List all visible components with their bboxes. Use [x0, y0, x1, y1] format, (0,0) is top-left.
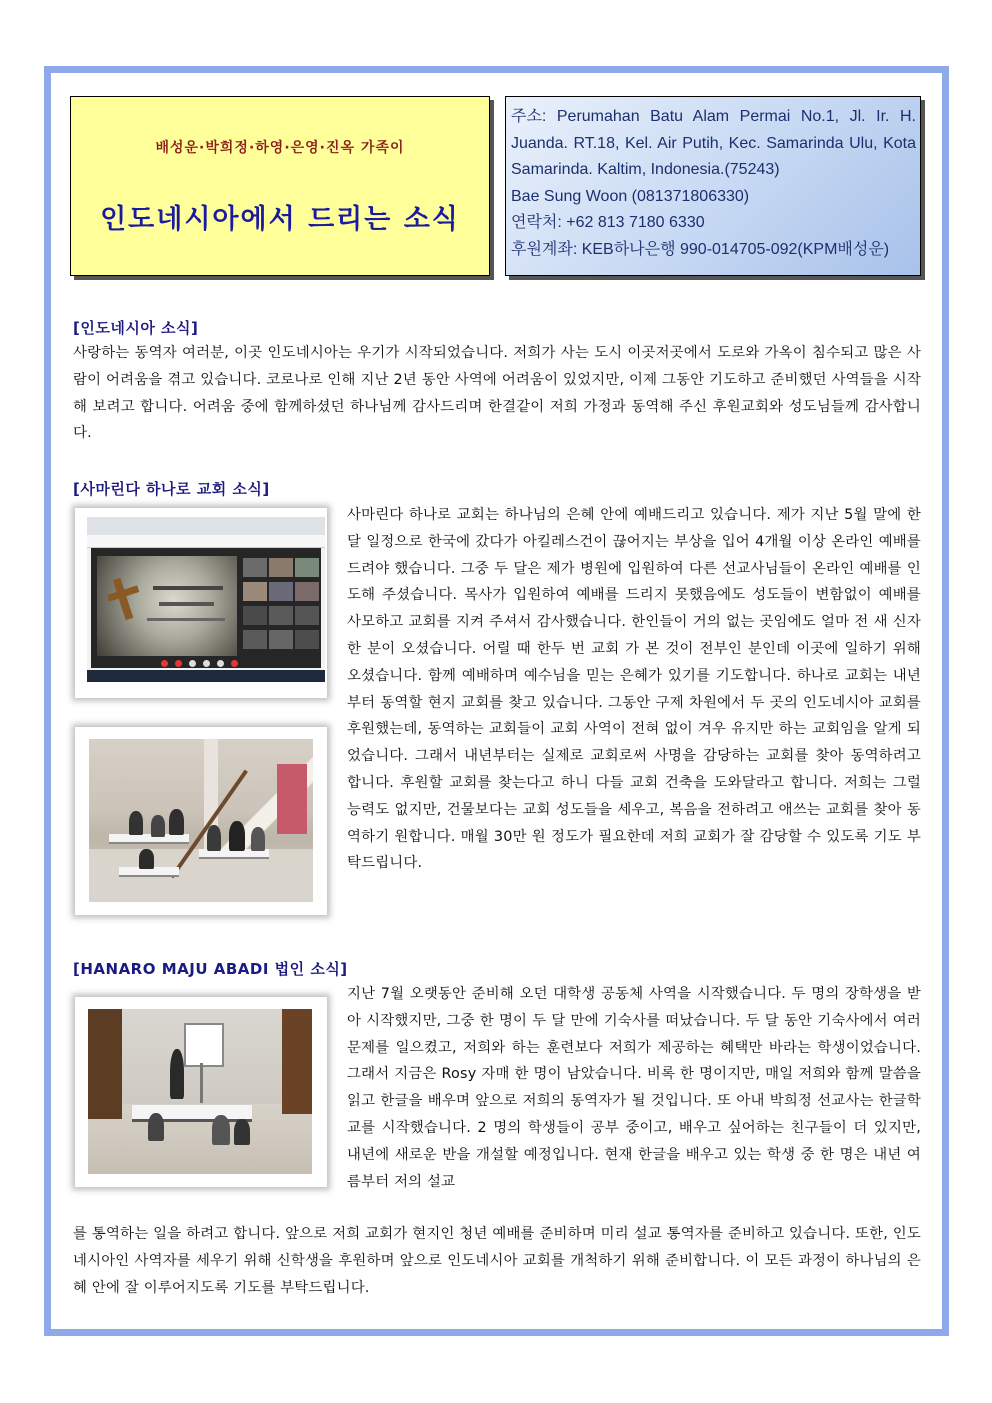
family-line: 배성운·박희정·하영·은영·진옥 가족이 [155, 140, 405, 156]
student-training-photo [75, 997, 327, 1187]
contact-phone-text: 연락처: +62 813 7180 6330 [511, 214, 705, 231]
contact-box [505, 96, 921, 276]
section-heading-hanaro: [HANARO MAJU ABADI 법인 소식] [73, 960, 348, 978]
online-worship-photo [75, 508, 327, 698]
section-heading-church: [사마린다 하나로 교회 소식] [73, 480, 270, 498]
section-body-church: 사마린다 하나로 교회는 하나님의 은혜 안에 예배드리고 있습니다. 제가 지난 5월 말에 한 달 일정으로 한국에 갔다가 아킬레스건이 끊어지는 부상을 입어 4개월 이상 온라인 예배를 드려야 했습니다. 그중 두 달은 제가 병원에 입원하여 다른 선교사님들이 온라인 예배를 인도해 주셨습니다. 목사가 입원하여 예배를 드리지 못했음에도 성도들이 변함없이 예배를 사모하고 교회를 지켜 주셔서 감사했습니다. 한인들이 거의 없는 곳임에도 얼마 전 새 신자 한 분이 오셨습니다. 어릴 때 한두 번 교회 가 본 것이 전부인 분인데 이곳에 일하기 위해 오셨습니다. 함께 예배하며 예수님을 믿는 은혜가 있기를 기도합니다. 하나로 교회는 내년부터 동역할 현지 교회를 찾고 있습니다. 그동안 구제 차원에서 두 곳의 인도네시아 교회를 후원했는데, 동역하는 교회들이 교회 사역이 전혀 없이 겨우 유지만 하는 교회임을 알게 되었습니다. 그래서 내년부터는 실제로 교회로써 사명을 감당하는 교회를 찾아 동역하려고 합니다. 후원할 교회를 찾는다고 하니 다들 교회 건축을 도와달라고 합니다. 저희는 그럴 능력도 없지만, 건물보다는 교회 성도들을 세우고, 복음을 전하려고 애쓰는 교회를 찾아 동역하기 원합니다. 매월 30만 원 정도가 필요한데 저희 교회가 잘 감당할 수 있도록 기도 부탁드립니다. [347, 507, 921, 872]
section-heading-indonesia: [인도네시아 소식] [73, 319, 199, 337]
section-body-hanaro-full: 를 통역하는 일을 하려고 합니다. 앞으로 저희 교회가 현지인 청년 예배를 준비하며 미리 설교 통역자를 준비하고 있습니다. 또한, 인도네시아인 사역자를 세우기 위해 신학생을 후원하며 앞으로 인도네시아 교회를 개척하기 위해 준비합니다. 이 모든 과정이 하나님의 은혜 안에 잘 이루어지도록 기도를 부탁드립니다. [73, 1226, 921, 1296]
name-phone-text: Bae Sung Woon (081371806330) [511, 187, 750, 205]
section-body-indonesia: 사랑하는 동역자 여러분, 이곳 인도네시아는 우기가 시작되었습니다. 저희가 사는 도시 이곳저곳에서 도로와 가옥이 침수되고 많은 사람이 어려움을 겪고 있습니다. 코로나로 인해 지난 2년 동안 사역에 어려움이 있었지만, 이제 그동안 기도하고 준비했던 사역들을 시작해 보려고 합니다. 어려움 중에 함께하셨던 하나님께 감사드리며 한결같이 저희 가정과 동역해 주신 후원교회와 성도님들께 감사합니다. [73, 345, 921, 442]
address-text: 주소: Perumahan Batu Alam Permai No.1, Jl. Ir. H. Juanda. RT.18, Kel. Air Putih, Kec. Samarinda Ulu, Kota Samarinda. Kaltim, Indonesia.(75243) [511, 108, 916, 178]
church-gathering-photo [75, 727, 327, 915]
newsletter-title-box [70, 96, 490, 276]
section-body-hanaro-beside-photo: 지난 7월 오랫동안 준비해 오던 대학생 공동체 사역을 시작했습니다. 두 명의 장학생을 받아 시작했지만, 그중 한 명이 두 달 만에 기숙사를 떠났습니다. 두 달 동안 기숙사에서 여러 문제를 일으켰고, 저희와 하는 훈련보다 저희가 제공하는 혜택만 바라는 학생이었습니다. 그래서 지금은 Rosy 자매 한 명이 남았습니다. 비록 한 명이지만, 매일 저희와 함께 말씀을 읽고 한글을 배우며 앞으로 저희의 동역자가 될 것입니다. 또 아내 박희정 선교사는 한글학교를 시작했습니다. 2 명의 학생들이 공부 중이고, 배우고 싶어하는 친구들이 더 있지만, 내년에 새로운 반을 개설할 예정입니다. 현재 한글을 배우고 있는 학생 중 한 명은 내년 여름부터 저의 설교 [347, 986, 921, 1190]
bank-account-text: 후원계좌: KEB하나은행 990-014705-092(KPM배성운) [511, 240, 890, 258]
newsletter-title: 인도네시아에서 드리는 소식 [100, 204, 460, 235]
